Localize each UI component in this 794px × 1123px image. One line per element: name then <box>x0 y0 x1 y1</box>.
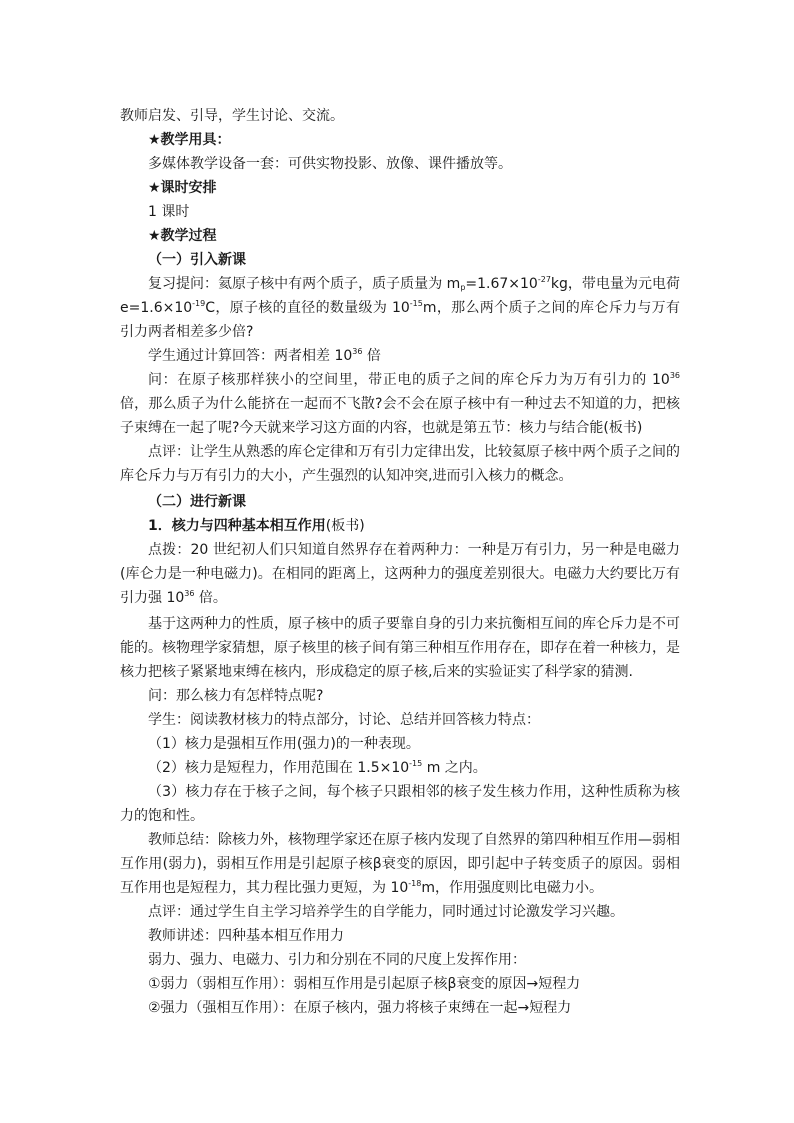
superscript: 36 <box>184 589 195 598</box>
topic-heading <box>120 514 680 538</box>
student-answer-paragraph <box>120 344 680 368</box>
question-paragraph <box>120 368 680 440</box>
feature-item: （3）核力存在于核子之间，每个核子只跟相邻的核子发生核力作用，这种性质称为核力的饱和性。 <box>120 784 680 824</box>
topic-title: 1．核力与四种基本相互作用 <box>148 518 326 534</box>
text-run: 倍。 <box>194 590 227 606</box>
subscript: p <box>460 283 466 292</box>
text-run: 学生通过计算回答：两者相差 10 <box>148 348 353 364</box>
superscript: -15 <box>409 759 423 768</box>
text-run: 倍 <box>362 348 381 364</box>
force-list-item: ①弱力（弱相互作用）：弱相互作用是引起原子核β衰变的原因→短程力 <box>148 976 581 992</box>
text-run: m 之内。 <box>422 760 487 776</box>
comment-paragraph: 点评：让学生从熟悉的库仑定律和万有引力定律出发，比较氦原子核中两个质子之间的库仑斥力与万有引力的大小，产生强烈的认知冲突,进而引入核力的概念。 <box>120 444 680 484</box>
text-run: m，作用强度则比电磁力小。 <box>421 880 603 896</box>
subsection-heading-intro: （一）引入新课 <box>148 252 246 268</box>
text-run: 教师总结：除核力外，核物理学家还在原子核内发现了自然界的第四种相互作用—弱相互作用(弱力)，弱相互作用是引起原子核β衰变的原因，即引起中子转变质子的原因。弱相互作用也是短程力，其力程比强力更短，为 10 <box>120 832 680 896</box>
text-run: （2）核力是短程力，作用范围在 1.5×10 <box>148 760 410 776</box>
text-run: C，原子核的直径的数量级为 10 <box>205 300 410 316</box>
text-paragraph: 基于这两种力的性质，原子核中的质子要靠自身的引力来抗衡相互间的库仑斥力是不可能的。核物理学家猜想，原子核里的核子间有第三种相互作用存在，即存在着一种核力，是核力把核子紧紧地束缚在核内，形成稳定的原子核,后来的实验证实了科学家的猜测. <box>120 616 680 680</box>
question-paragraph: 问：那么核力有怎样特点呢? <box>148 688 324 704</box>
force-list-item: ②强力（强相互作用）：在原子核内，强力将核子束缚在一起→短程力 <box>148 1000 572 1016</box>
feature-item: （1）核力是强相互作用(强力)的一种表现。 <box>148 736 420 752</box>
feature-item <box>120 756 680 780</box>
superscript: 36 <box>352 347 363 356</box>
subsection-heading-new: （二）进行新课 <box>148 494 246 510</box>
section-heading-schedule: ★课时安排 <box>148 180 217 196</box>
comment-paragraph: 点评：通过学生自主学习培养学生的自学能力，同时通过讨论激发学习兴趣。 <box>148 904 624 920</box>
superscript: 36 <box>669 371 680 380</box>
section-heading-tools: ★教学用具： <box>148 132 231 148</box>
text-run: 复习提问：氦原子核中有两个质子，质子质量为 m <box>148 276 461 292</box>
text-paragraph: 教师讲述：四种基本相互作用力 <box>148 928 344 944</box>
text-paragraph: 多媒体教学设备一套：可供实物投影、放像、课件播放等。 <box>148 156 512 172</box>
text-run: 问：在原子核那样狭小的空间里，带正电的质子之间的库仑斥力为万有引力的 10 <box>148 372 670 388</box>
text-run: 倍，那么质子为什么能挤在一起而不飞散?会不会在原子核中有一种过去不知道的力，把核子束缚在一起了呢?今天就来学习这方面的内容，也就是第五节：核力与结合能(板书) <box>120 396 680 436</box>
text-paragraph: 1 课时 <box>148 204 190 220</box>
section-heading-process: ★教学过程 <box>148 228 217 244</box>
superscript: -19 <box>192 299 206 308</box>
text-paragraph: 教师启发、引导，学生讨论、交流。 <box>120 108 344 124</box>
teacher-summary-paragraph <box>120 828 680 900</box>
superscript: -18 <box>408 879 422 888</box>
text-run: =1.67×10 <box>465 276 538 292</box>
text-run: 点拨：20 世纪初人们只知道自然界存在着两种力：一种是万有引力，另一种是电磁力(库仑力是一种电磁力)。在相同的距离上，这两种力的强度差别很大。电磁力大约要比万有引力强 10 <box>120 542 680 606</box>
text-run: m，那么两个质子之间的库仑斥力与万有引力两者相差多少倍? <box>120 300 680 340</box>
topic-note: (板书) <box>325 518 365 534</box>
text-run: kg，带电量为元电荷 e=1.6×10 <box>120 276 680 316</box>
review-question-paragraph <box>120 272 680 344</box>
superscript: -27 <box>537 275 551 284</box>
explanation-paragraph <box>120 538 680 610</box>
student-paragraph: 学生：阅读教材核力的特点部分，讨论、总结并回答核力特点： <box>148 712 540 728</box>
text-paragraph: 弱力、强力、电磁力、引力和分别在不同的尺度上发挥作用： <box>148 952 526 968</box>
page-content <box>120 104 680 1020</box>
superscript: -15 <box>409 299 423 308</box>
